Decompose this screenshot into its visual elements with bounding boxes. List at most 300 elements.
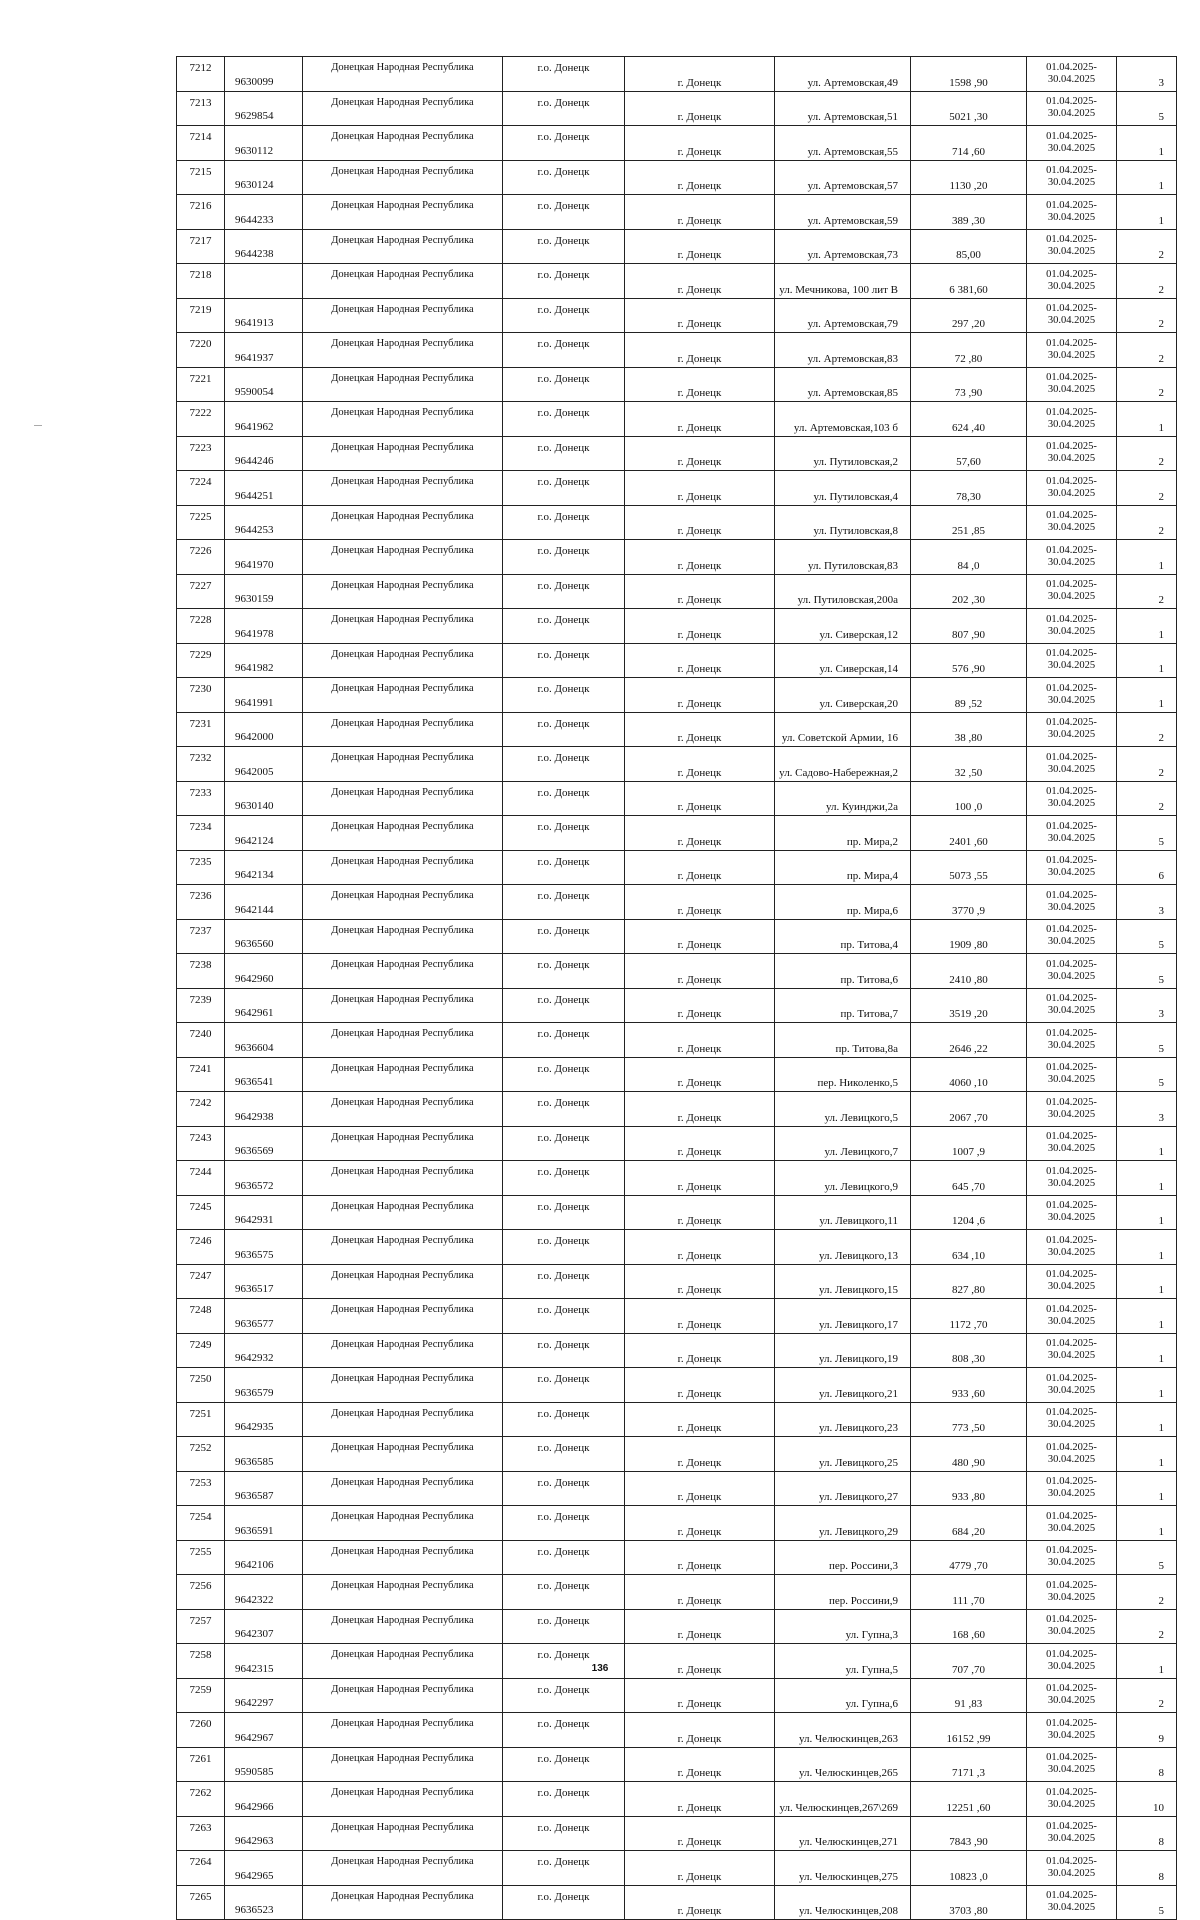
period-range: 01.04.2025-30.04.2025 bbox=[1027, 747, 1117, 782]
city-name: г. Донецк bbox=[625, 1713, 775, 1748]
period-range: 01.04.2025-30.04.2025 bbox=[1027, 1885, 1117, 1920]
object-code: 9641962 bbox=[225, 402, 303, 437]
row-number: 7212 bbox=[177, 57, 225, 92]
street-address: ул. Гупна,5 bbox=[775, 1644, 911, 1679]
row-number: 7221 bbox=[177, 367, 225, 402]
count-value: 2 bbox=[1117, 574, 1177, 609]
area-value: 3770 ,9 bbox=[911, 885, 1027, 920]
area-value: 827 ,80 bbox=[911, 1264, 1027, 1299]
area-value: 12251 ,60 bbox=[911, 1782, 1027, 1817]
republic-name: Донецкая Народная Республика bbox=[303, 919, 503, 954]
count-value: 1 bbox=[1117, 678, 1177, 713]
table-row bbox=[177, 1230, 1177, 1265]
count-value: 1 bbox=[1117, 1195, 1177, 1230]
period-range: 01.04.2025-30.04.2025 bbox=[1027, 1471, 1117, 1506]
area-value: 100 ,0 bbox=[911, 781, 1027, 816]
table-row bbox=[177, 402, 1177, 437]
street-address: ул. Левицкого,7 bbox=[775, 1126, 911, 1161]
count-value: 1 bbox=[1117, 1471, 1177, 1506]
table-row bbox=[177, 1161, 1177, 1196]
object-code: 9641991 bbox=[225, 678, 303, 713]
object-code: 9641970 bbox=[225, 540, 303, 575]
row-number: 7230 bbox=[177, 678, 225, 713]
object-code: 9644253 bbox=[225, 505, 303, 540]
republic-name: Донецкая Народная Республика bbox=[303, 1678, 503, 1713]
republic-name: Донецкая Народная Республика bbox=[303, 1747, 503, 1782]
municipal-district: г.о. Донецк bbox=[503, 1816, 625, 1851]
street-address: пер. Николенко,5 bbox=[775, 1057, 911, 1092]
object-code: 9630112 bbox=[225, 126, 303, 161]
period-range: 01.04.2025-30.04.2025 bbox=[1027, 1057, 1117, 1092]
area-value: 85,00 bbox=[911, 229, 1027, 264]
street-address: ул. Артемовская,103 б bbox=[775, 402, 911, 437]
row-number: 7243 bbox=[177, 1126, 225, 1161]
row-number: 7240 bbox=[177, 1023, 225, 1058]
area-value: 10823 ,0 bbox=[911, 1851, 1027, 1886]
republic-name: Донецкая Народная Республика bbox=[303, 471, 503, 506]
row-number: 7252 bbox=[177, 1437, 225, 1472]
street-address: ул. Гупна,6 bbox=[775, 1678, 911, 1713]
count-value: 3 bbox=[1117, 885, 1177, 920]
area-value: 933 ,80 bbox=[911, 1471, 1027, 1506]
street-address: ул. Левицкого,17 bbox=[775, 1299, 911, 1334]
count-value: 2 bbox=[1117, 1678, 1177, 1713]
republic-name: Донецкая Народная Республика bbox=[303, 1437, 503, 1472]
area-value: 3519 ,20 bbox=[911, 988, 1027, 1023]
city-name: г. Донецк bbox=[625, 1437, 775, 1472]
area-value: 16152 ,99 bbox=[911, 1713, 1027, 1748]
object-code: 9630140 bbox=[225, 781, 303, 816]
street-address: пр. Мира,2 bbox=[775, 816, 911, 851]
city-name: г. Донецк bbox=[625, 954, 775, 989]
count-value: 1 bbox=[1117, 1402, 1177, 1437]
table-body bbox=[177, 57, 1177, 1920]
table-row bbox=[177, 91, 1177, 126]
count-value: 1 bbox=[1117, 540, 1177, 575]
row-number: 7213 bbox=[177, 91, 225, 126]
count-value: 5 bbox=[1117, 1540, 1177, 1575]
city-name: г. Донецк bbox=[625, 505, 775, 540]
area-value: 576 ,90 bbox=[911, 643, 1027, 678]
count-value: 1 bbox=[1117, 195, 1177, 230]
city-name: г. Донецк bbox=[625, 609, 775, 644]
city-name: г. Донецк bbox=[625, 1747, 775, 1782]
republic-name: Донецкая Народная Республика bbox=[303, 1816, 503, 1851]
municipal-district: г.о. Донецк bbox=[503, 91, 625, 126]
object-code: 9636523 bbox=[225, 1885, 303, 1920]
street-address: ул. Путиловская,200а bbox=[775, 574, 911, 609]
object-code: 9590585 bbox=[225, 1747, 303, 1782]
table-row bbox=[177, 264, 1177, 299]
count-value: 5 bbox=[1117, 816, 1177, 851]
area-value: 168 ,60 bbox=[911, 1609, 1027, 1644]
period-range: 01.04.2025-30.04.2025 bbox=[1027, 643, 1117, 678]
street-address: пр. Мира,4 bbox=[775, 850, 911, 885]
municipal-district: г.о. Донецк bbox=[503, 1644, 625, 1679]
area-value: 57,60 bbox=[911, 436, 1027, 471]
count-value: 1 bbox=[1117, 1506, 1177, 1541]
object-code: 9642005 bbox=[225, 747, 303, 782]
object-code: 9641978 bbox=[225, 609, 303, 644]
city-name: г. Донецк bbox=[625, 1092, 775, 1127]
area-value: 111 ,70 bbox=[911, 1575, 1027, 1610]
count-value: 2 bbox=[1117, 747, 1177, 782]
republic-name: Донецкая Народная Республика bbox=[303, 436, 503, 471]
republic-name: Донецкая Народная Республика bbox=[303, 1713, 503, 1748]
table-row bbox=[177, 1126, 1177, 1161]
city-name: г. Донецк bbox=[625, 574, 775, 609]
area-value: 714 ,60 bbox=[911, 126, 1027, 161]
area-value: 1204 ,6 bbox=[911, 1195, 1027, 1230]
row-number: 7244 bbox=[177, 1161, 225, 1196]
object-code: 9641982 bbox=[225, 643, 303, 678]
municipal-district: г.о. Донецк bbox=[503, 436, 625, 471]
period-range: 01.04.2025-30.04.2025 bbox=[1027, 1023, 1117, 1058]
street-address: ул. Советской Армии, 16 bbox=[775, 712, 911, 747]
area-value: 3703 ,80 bbox=[911, 1885, 1027, 1920]
row-number: 7261 bbox=[177, 1747, 225, 1782]
table-row bbox=[177, 1575, 1177, 1610]
row-number: 7228 bbox=[177, 609, 225, 644]
municipal-district: г.о. Донецк bbox=[503, 195, 625, 230]
count-value: 5 bbox=[1117, 1023, 1177, 1058]
municipal-district: г.о. Донецк bbox=[503, 1023, 625, 1058]
municipal-district: г.о. Донецк bbox=[503, 1299, 625, 1334]
table-row bbox=[177, 333, 1177, 368]
period-range: 01.04.2025-30.04.2025 bbox=[1027, 1402, 1117, 1437]
area-value: 91 ,83 bbox=[911, 1678, 1027, 1713]
row-number: 7247 bbox=[177, 1264, 225, 1299]
period-range: 01.04.2025-30.04.2025 bbox=[1027, 1782, 1117, 1817]
object-code: 9642963 bbox=[225, 1816, 303, 1851]
table-row bbox=[177, 1057, 1177, 1092]
object-code: 9642134 bbox=[225, 850, 303, 885]
municipal-district: г.о. Донецк bbox=[503, 1506, 625, 1541]
city-name: г. Донецк bbox=[625, 747, 775, 782]
count-value: 1 bbox=[1117, 1230, 1177, 1265]
municipal-district: г.о. Донецк bbox=[503, 1230, 625, 1265]
table-row bbox=[177, 1333, 1177, 1368]
row-number: 7260 bbox=[177, 1713, 225, 1748]
municipal-district: г.о. Донецк bbox=[503, 1402, 625, 1437]
city-name: г. Донецк bbox=[625, 919, 775, 954]
period-range: 01.04.2025-30.04.2025 bbox=[1027, 954, 1117, 989]
row-number: 7263 bbox=[177, 1816, 225, 1851]
republic-name: Донецкая Народная Республика bbox=[303, 195, 503, 230]
table-row bbox=[177, 885, 1177, 920]
object-code bbox=[225, 264, 303, 299]
object-code: 9642315 bbox=[225, 1644, 303, 1679]
table-row bbox=[177, 367, 1177, 402]
city-name: г. Донецк bbox=[625, 229, 775, 264]
city-name: г. Донецк bbox=[625, 816, 775, 851]
city-name: г. Донецк bbox=[625, 1506, 775, 1541]
object-code: 9636604 bbox=[225, 1023, 303, 1058]
period-range: 01.04.2025-30.04.2025 bbox=[1027, 1333, 1117, 1368]
period-range: 01.04.2025-30.04.2025 bbox=[1027, 712, 1117, 747]
city-name: г. Донецк bbox=[625, 298, 775, 333]
street-address: ул. Левицкого,13 bbox=[775, 1230, 911, 1265]
city-name: г. Донецк bbox=[625, 988, 775, 1023]
republic-name: Донецкая Народная Республика bbox=[303, 1264, 503, 1299]
count-value: 1 bbox=[1117, 1161, 1177, 1196]
area-value: 6 381,60 bbox=[911, 264, 1027, 299]
area-value: 1007 ,9 bbox=[911, 1126, 1027, 1161]
republic-name: Донецкая Народная Республика bbox=[303, 402, 503, 437]
city-name: г. Донецк bbox=[625, 1264, 775, 1299]
count-value: 10 bbox=[1117, 1782, 1177, 1817]
municipal-district: г.о. Донецк bbox=[503, 885, 625, 920]
period-range: 01.04.2025-30.04.2025 bbox=[1027, 1816, 1117, 1851]
object-code: 9642938 bbox=[225, 1092, 303, 1127]
object-code: 9630124 bbox=[225, 160, 303, 195]
republic-name: Донецкая Народная Республика bbox=[303, 885, 503, 920]
count-value: 6 bbox=[1117, 850, 1177, 885]
city-name: г. Донецк bbox=[625, 1126, 775, 1161]
republic-name: Донецкая Народная Республика bbox=[303, 1230, 503, 1265]
object-code: 9642322 bbox=[225, 1575, 303, 1610]
street-address: ул. Путиловская,83 bbox=[775, 540, 911, 575]
republic-name: Донецкая Народная Республика bbox=[303, 333, 503, 368]
area-value: 72 ,80 bbox=[911, 333, 1027, 368]
period-range: 01.04.2025-30.04.2025 bbox=[1027, 885, 1117, 920]
city-name: г. Донецк bbox=[625, 1782, 775, 1817]
count-value: 8 bbox=[1117, 1747, 1177, 1782]
object-code: 9644251 bbox=[225, 471, 303, 506]
period-range: 01.04.2025-30.04.2025 bbox=[1027, 160, 1117, 195]
count-value: 3 bbox=[1117, 57, 1177, 92]
street-address: ул. Челюскинцев,271 bbox=[775, 1816, 911, 1851]
city-name: г. Донецк bbox=[625, 333, 775, 368]
row-number: 7234 bbox=[177, 816, 225, 851]
republic-name: Донецкая Народная Республика bbox=[303, 126, 503, 161]
row-number: 7264 bbox=[177, 1851, 225, 1886]
street-address: ул. Путиловская,2 bbox=[775, 436, 911, 471]
period-range: 01.04.2025-30.04.2025 bbox=[1027, 1851, 1117, 1886]
object-code: 9642307 bbox=[225, 1609, 303, 1644]
municipal-district: г.о. Донецк bbox=[503, 1575, 625, 1610]
object-code: 9590054 bbox=[225, 367, 303, 402]
street-address: ул. Артемовская,85 bbox=[775, 367, 911, 402]
republic-name: Донецкая Народная Республика bbox=[303, 1540, 503, 1575]
city-name: г. Донецк bbox=[625, 195, 775, 230]
period-range: 01.04.2025-30.04.2025 bbox=[1027, 57, 1117, 92]
republic-name: Донецкая Народная Республика bbox=[303, 505, 503, 540]
municipal-district: г.о. Донецк bbox=[503, 1885, 625, 1920]
object-code: 9642144 bbox=[225, 885, 303, 920]
period-range: 01.04.2025-30.04.2025 bbox=[1027, 1644, 1117, 1679]
table-row bbox=[177, 1437, 1177, 1472]
count-value: 1 bbox=[1117, 643, 1177, 678]
republic-name: Донецкая Народная Республика bbox=[303, 1057, 503, 1092]
city-name: г. Донецк bbox=[625, 1333, 775, 1368]
row-number: 7254 bbox=[177, 1506, 225, 1541]
period-range: 01.04.2025-30.04.2025 bbox=[1027, 505, 1117, 540]
object-code: 9636587 bbox=[225, 1471, 303, 1506]
city-name: г. Донецк bbox=[625, 91, 775, 126]
count-value: 1 bbox=[1117, 402, 1177, 437]
period-range: 01.04.2025-30.04.2025 bbox=[1027, 436, 1117, 471]
row-number: 7224 bbox=[177, 471, 225, 506]
count-value: 5 bbox=[1117, 919, 1177, 954]
row-number: 7258 bbox=[177, 1644, 225, 1679]
street-address: ул. Артемовская,79 bbox=[775, 298, 911, 333]
object-code: 9642965 bbox=[225, 1851, 303, 1886]
count-value: 1 bbox=[1117, 1368, 1177, 1403]
page-number: 136 bbox=[591, 1663, 609, 1674]
count-value: 2 bbox=[1117, 264, 1177, 299]
row-number: 7217 bbox=[177, 229, 225, 264]
republic-name: Донецкая Народная Республика bbox=[303, 57, 503, 92]
republic-name: Донецкая Народная Республика bbox=[303, 1782, 503, 1817]
period-range: 01.04.2025-30.04.2025 bbox=[1027, 333, 1117, 368]
count-value: 1 bbox=[1117, 1437, 1177, 1472]
city-name: г. Донецк bbox=[625, 1195, 775, 1230]
table-row bbox=[177, 57, 1177, 92]
street-address: ул. Левицкого,15 bbox=[775, 1264, 911, 1299]
object-code: 9641937 bbox=[225, 333, 303, 368]
object-code: 9642960 bbox=[225, 954, 303, 989]
object-code: 9636579 bbox=[225, 1368, 303, 1403]
municipal-district: г.о. Донецк bbox=[503, 298, 625, 333]
object-code: 9642297 bbox=[225, 1678, 303, 1713]
table-row bbox=[177, 1506, 1177, 1541]
municipal-district: г.о. Донецк bbox=[503, 1540, 625, 1575]
area-value: 4060 ,10 bbox=[911, 1057, 1027, 1092]
street-address: пр. Титова,4 bbox=[775, 919, 911, 954]
object-code: 9636575 bbox=[225, 1230, 303, 1265]
row-number: 7250 bbox=[177, 1368, 225, 1403]
period-range: 01.04.2025-30.04.2025 bbox=[1027, 816, 1117, 851]
registry-table bbox=[176, 56, 1177, 1920]
period-range: 01.04.2025-30.04.2025 bbox=[1027, 678, 1117, 713]
period-range: 01.04.2025-30.04.2025 bbox=[1027, 1437, 1117, 1472]
street-address: ул. Артемовская,59 bbox=[775, 195, 911, 230]
period-range: 01.04.2025-30.04.2025 bbox=[1027, 574, 1117, 609]
street-address: ул. Челюскинцев,267\269 bbox=[775, 1782, 911, 1817]
table-row bbox=[177, 195, 1177, 230]
street-address: ул. Челюскинцев,275 bbox=[775, 1851, 911, 1886]
count-value: 1 bbox=[1117, 1299, 1177, 1334]
republic-name: Донецкая Народная Республика bbox=[303, 229, 503, 264]
republic-name: Донецкая Народная Республика bbox=[303, 1126, 503, 1161]
object-code: 9636560 bbox=[225, 919, 303, 954]
city-name: г. Донецк bbox=[625, 57, 775, 92]
republic-name: Донецкая Народная Республика bbox=[303, 1195, 503, 1230]
city-name: г. Донецк bbox=[625, 1885, 775, 1920]
area-value: 202 ,30 bbox=[911, 574, 1027, 609]
table-row bbox=[177, 1402, 1177, 1437]
object-code: 9636517 bbox=[225, 1264, 303, 1299]
row-number: 7227 bbox=[177, 574, 225, 609]
table-row bbox=[177, 471, 1177, 506]
area-value: 38 ,80 bbox=[911, 712, 1027, 747]
area-value: 2401 ,60 bbox=[911, 816, 1027, 851]
object-code: 9644233 bbox=[225, 195, 303, 230]
republic-name: Донецкая Народная Республика bbox=[303, 850, 503, 885]
city-name: г. Донецк bbox=[625, 1678, 775, 1713]
object-code: 9644238 bbox=[225, 229, 303, 264]
municipal-district: г.о. Донецк bbox=[503, 1747, 625, 1782]
republic-name: Донецкая Народная Республика bbox=[303, 540, 503, 575]
count-value: 2 bbox=[1117, 333, 1177, 368]
municipal-district: г.о. Донецк bbox=[503, 367, 625, 402]
republic-name: Донецкая Народная Республика bbox=[303, 574, 503, 609]
municipal-district: г.о. Донецк bbox=[503, 1851, 625, 1886]
city-name: г. Донецк bbox=[625, 885, 775, 920]
table-row bbox=[177, 1299, 1177, 1334]
table-row bbox=[177, 436, 1177, 471]
table-row bbox=[177, 1471, 1177, 1506]
count-value: 2 bbox=[1117, 229, 1177, 264]
area-value: 684 ,20 bbox=[911, 1506, 1027, 1541]
period-range: 01.04.2025-30.04.2025 bbox=[1027, 540, 1117, 575]
republic-name: Донецкая Народная Республика bbox=[303, 1161, 503, 1196]
street-address: ул. Артемовская,57 bbox=[775, 160, 911, 195]
count-value: 2 bbox=[1117, 712, 1177, 747]
object-code: 9642966 bbox=[225, 1782, 303, 1817]
city-name: г. Донецк bbox=[625, 1644, 775, 1679]
row-number: 7239 bbox=[177, 988, 225, 1023]
municipal-district: г.о. Донецк bbox=[503, 126, 625, 161]
period-range: 01.04.2025-30.04.2025 bbox=[1027, 126, 1117, 161]
republic-name: Донецкая Народная Республика bbox=[303, 298, 503, 333]
municipal-district: г.о. Донецк bbox=[503, 471, 625, 506]
municipal-district: г.о. Донецк bbox=[503, 229, 625, 264]
count-value: 2 bbox=[1117, 1575, 1177, 1610]
city-name: г. Донецк bbox=[625, 436, 775, 471]
city-name: г. Донецк bbox=[625, 1575, 775, 1610]
period-range: 01.04.2025-30.04.2025 bbox=[1027, 1540, 1117, 1575]
republic-name: Донецкая Народная Республика bbox=[303, 1092, 503, 1127]
area-value: 89 ,52 bbox=[911, 678, 1027, 713]
republic-name: Донецкая Народная Республика bbox=[303, 1333, 503, 1368]
row-number: 7233 bbox=[177, 781, 225, 816]
object-code: 9636585 bbox=[225, 1437, 303, 1472]
count-value: 5 bbox=[1117, 954, 1177, 989]
table-row bbox=[177, 609, 1177, 644]
city-name: г. Донецк bbox=[625, 264, 775, 299]
count-value: 2 bbox=[1117, 1609, 1177, 1644]
area-value: 5021 ,30 bbox=[911, 91, 1027, 126]
table-row bbox=[177, 1678, 1177, 1713]
period-range: 01.04.2025-30.04.2025 bbox=[1027, 781, 1117, 816]
municipal-district: г.о. Донецк bbox=[503, 919, 625, 954]
row-number: 7222 bbox=[177, 402, 225, 437]
republic-name: Донецкая Народная Республика bbox=[303, 712, 503, 747]
count-value: 5 bbox=[1117, 91, 1177, 126]
period-range: 01.04.2025-30.04.2025 bbox=[1027, 367, 1117, 402]
street-address: ул. Путиловская,4 bbox=[775, 471, 911, 506]
street-address: ул. Левицкого,21 bbox=[775, 1368, 911, 1403]
object-code: 9636569 bbox=[225, 1126, 303, 1161]
municipal-district: г.о. Донецк bbox=[503, 540, 625, 575]
count-value: 1 bbox=[1117, 1644, 1177, 1679]
street-address: ул. Левицкого,5 bbox=[775, 1092, 911, 1127]
municipal-district: г.о. Донецк bbox=[503, 1471, 625, 1506]
period-range: 01.04.2025-30.04.2025 bbox=[1027, 229, 1117, 264]
republic-name: Донецкая Народная Республика bbox=[303, 1299, 503, 1334]
street-address: ул. Левицкого,19 bbox=[775, 1333, 911, 1368]
object-code: 9636572 bbox=[225, 1161, 303, 1196]
area-value: 32 ,50 bbox=[911, 747, 1027, 782]
table-row bbox=[177, 1195, 1177, 1230]
period-range: 01.04.2025-30.04.2025 bbox=[1027, 1161, 1117, 1196]
city-name: г. Донецк bbox=[625, 367, 775, 402]
municipal-district: г.о. Донецк bbox=[503, 1437, 625, 1472]
city-name: г. Донецк bbox=[625, 1816, 775, 1851]
street-address: пр. Титова,6 bbox=[775, 954, 911, 989]
